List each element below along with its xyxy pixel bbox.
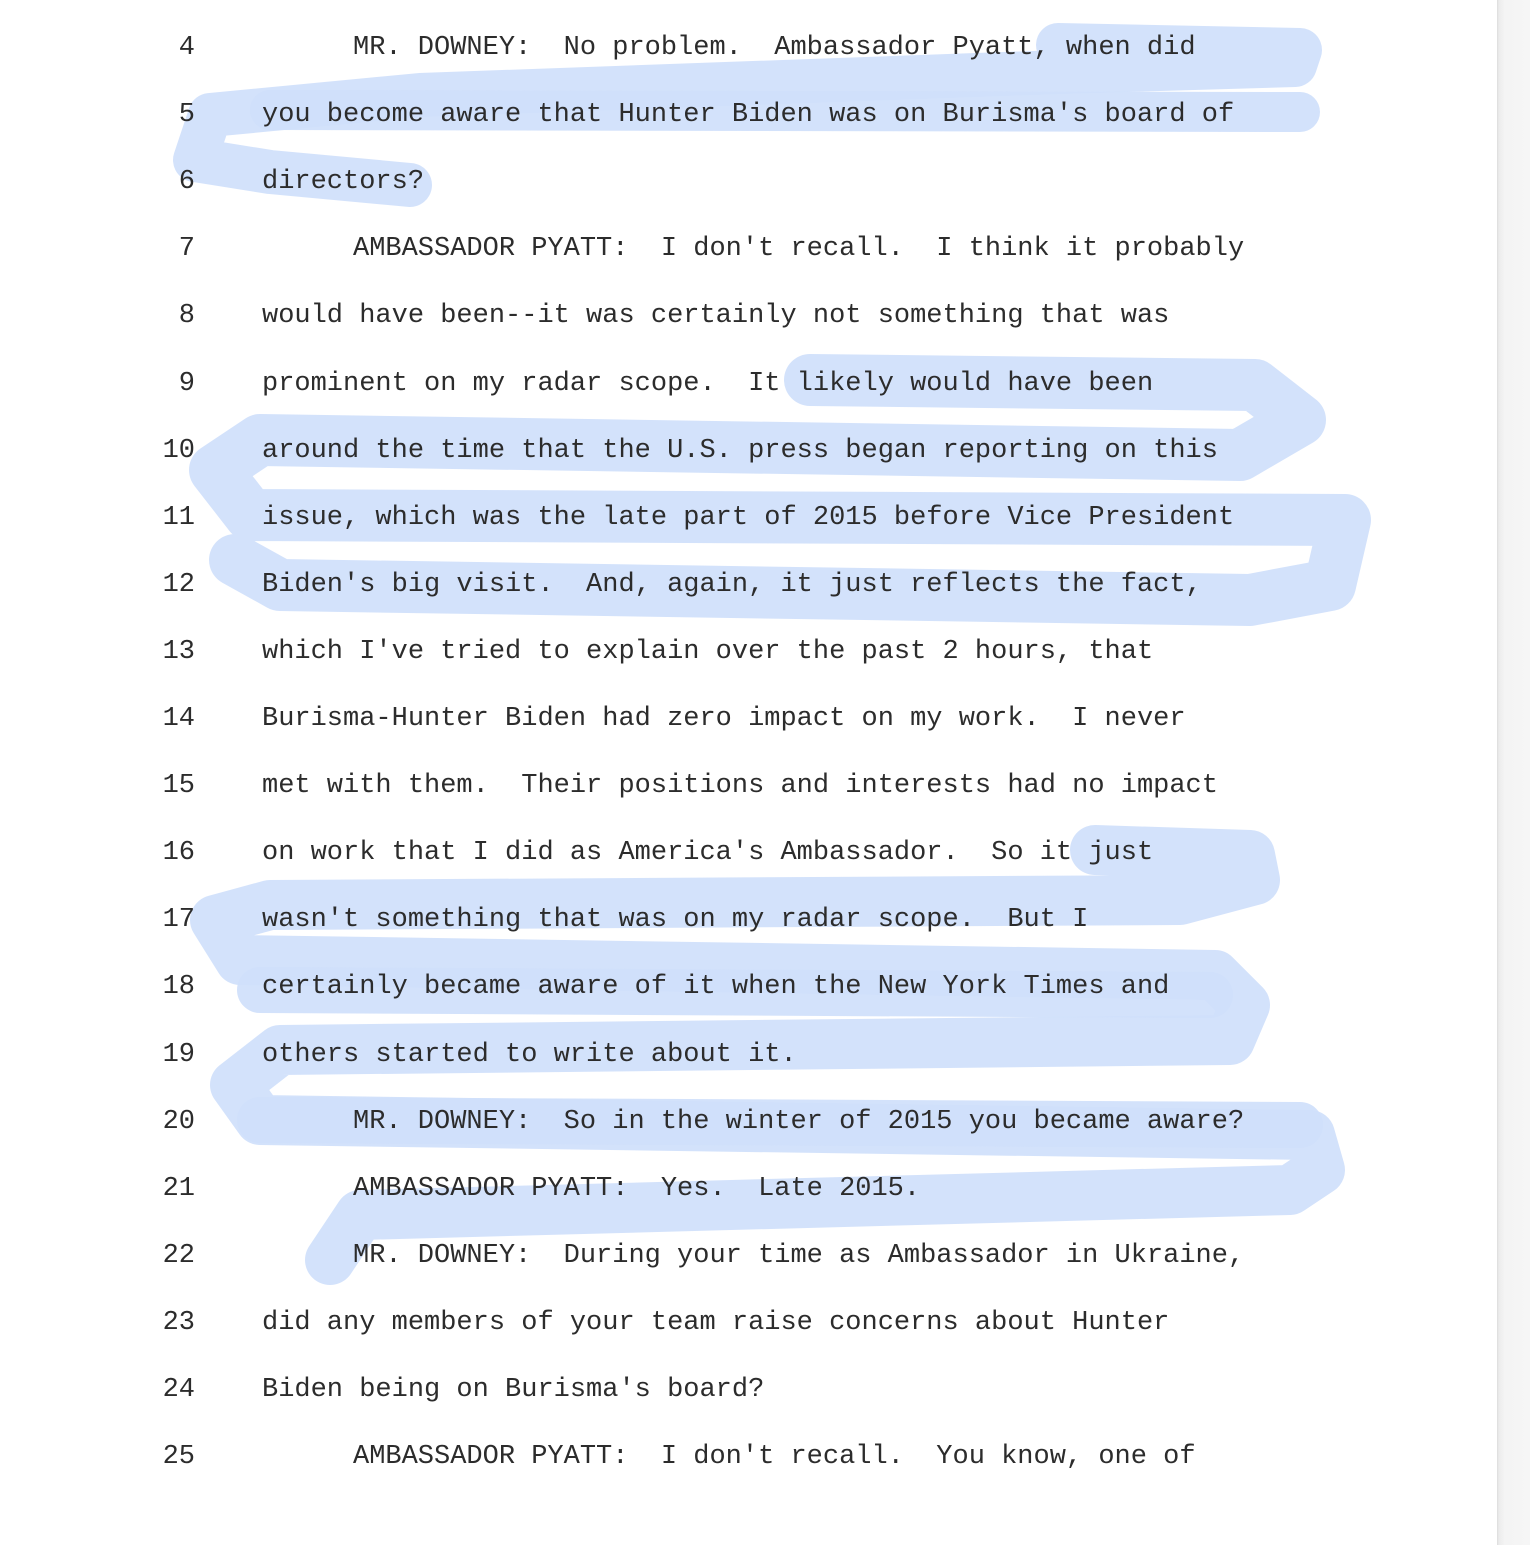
scrollbar-track[interactable] [1497, 0, 1530, 1545]
transcript-line [0, 833, 1490, 873]
line-text: you become aware that Hunter Biden was on Burisma's board of [262, 100, 1235, 131]
line-number: 9 [178, 368, 195, 399]
line-text: would have been--it was certainly not something that was [262, 301, 1170, 332]
transcript-line [0, 632, 1490, 672]
line-text: around the time that the U.S. press began reporting on this [262, 435, 1218, 466]
transcript-line [0, 1303, 1490, 1343]
line-text: issue, which was the late part of 2015 before Vice President [262, 502, 1235, 533]
transcript-line [0, 900, 1490, 940]
line-text: AMBASSADOR PYATT: Yes. Late 2015. [353, 1173, 921, 1204]
line-number: 15 [162, 771, 195, 802]
transcript-line [0, 1437, 1490, 1477]
line-text: prominent on my radar scope. It likely would have been [262, 368, 1154, 399]
line-text: Burisma-Hunter Biden had zero impact on my work. I never [262, 704, 1186, 734]
transcript-line [0, 431, 1490, 471]
transcript-line [0, 1102, 1490, 1142]
line-text: MR. DOWNEY: No problem. Ambassador Pyatt, when did [353, 33, 1196, 63]
line-number: 5 [178, 100, 195, 131]
line-text: directors? [262, 167, 425, 198]
line-number: 7 [178, 234, 195, 265]
transcript-line [0, 364, 1490, 404]
transcript-line [0, 766, 1490, 806]
line-text: Biden being on Burisma's board? [262, 1375, 765, 1405]
line-text: others started to write about it. [262, 1039, 797, 1070]
transcript-line [0, 1035, 1490, 1075]
transcript-line [0, 162, 1490, 202]
line-number: 16 [162, 838, 195, 869]
line-number: 21 [162, 1173, 195, 1204]
line-text: met with them. Their positions and interests had no impact [262, 771, 1218, 802]
line-number: 11 [162, 502, 195, 533]
line-number: 23 [162, 1307, 195, 1338]
transcript-line [0, 95, 1490, 135]
transcript-line [0, 1370, 1490, 1410]
line-number: 6 [178, 167, 195, 198]
transcript-line [0, 699, 1490, 739]
line-text: MR. DOWNEY: So in the winter of 2015 you became aware? [353, 1106, 1245, 1137]
line-text: did any members of your team raise concerns about Hunter [262, 1307, 1170, 1338]
line-text: which I've tried to explain over the past 2 hours, that [262, 636, 1154, 667]
line-number: 12 [162, 569, 195, 600]
line-number: 22 [162, 1240, 195, 1271]
line-number: 13 [162, 636, 195, 667]
transcript-line [0, 229, 1490, 269]
line-text: certainly became aware of it when the New York Times and [262, 972, 1170, 1003]
transcript-line [0, 1169, 1490, 1209]
line-text: MR. DOWNEY: During your time as Ambassador in Ukraine, [353, 1240, 1245, 1271]
line-number: 10 [162, 435, 195, 466]
line-text: Biden's big visit. And, again, it just reflects the fact, [262, 569, 1202, 600]
transcript-line [0, 1236, 1490, 1276]
line-number: 17 [162, 905, 195, 936]
line-number: 25 [162, 1442, 195, 1473]
transcript-line [0, 967, 1490, 1007]
line-number: 18 [162, 972, 195, 1003]
transcript-line [0, 296, 1490, 336]
line-number: 8 [178, 301, 195, 332]
line-number: 4 [178, 33, 195, 63]
transcript-line [0, 28, 1490, 68]
line-number: 20 [162, 1106, 195, 1137]
transcript-line [0, 498, 1490, 538]
line-text: AMBASSADOR PYATT: I don't recall. You know, one of [353, 1442, 1196, 1473]
line-number: 24 [162, 1375, 195, 1405]
line-number: 14 [162, 704, 195, 734]
line-text: AMBASSADOR PYATT: I don't recall. I think it probably [353, 234, 1245, 265]
line-text: on work that I did as America's Ambassador. So it just [262, 838, 1154, 869]
line-number: 19 [162, 1039, 195, 1070]
transcript-line [0, 565, 1490, 605]
line-text: wasn't something that was on my radar scope. But I [262, 905, 1089, 936]
